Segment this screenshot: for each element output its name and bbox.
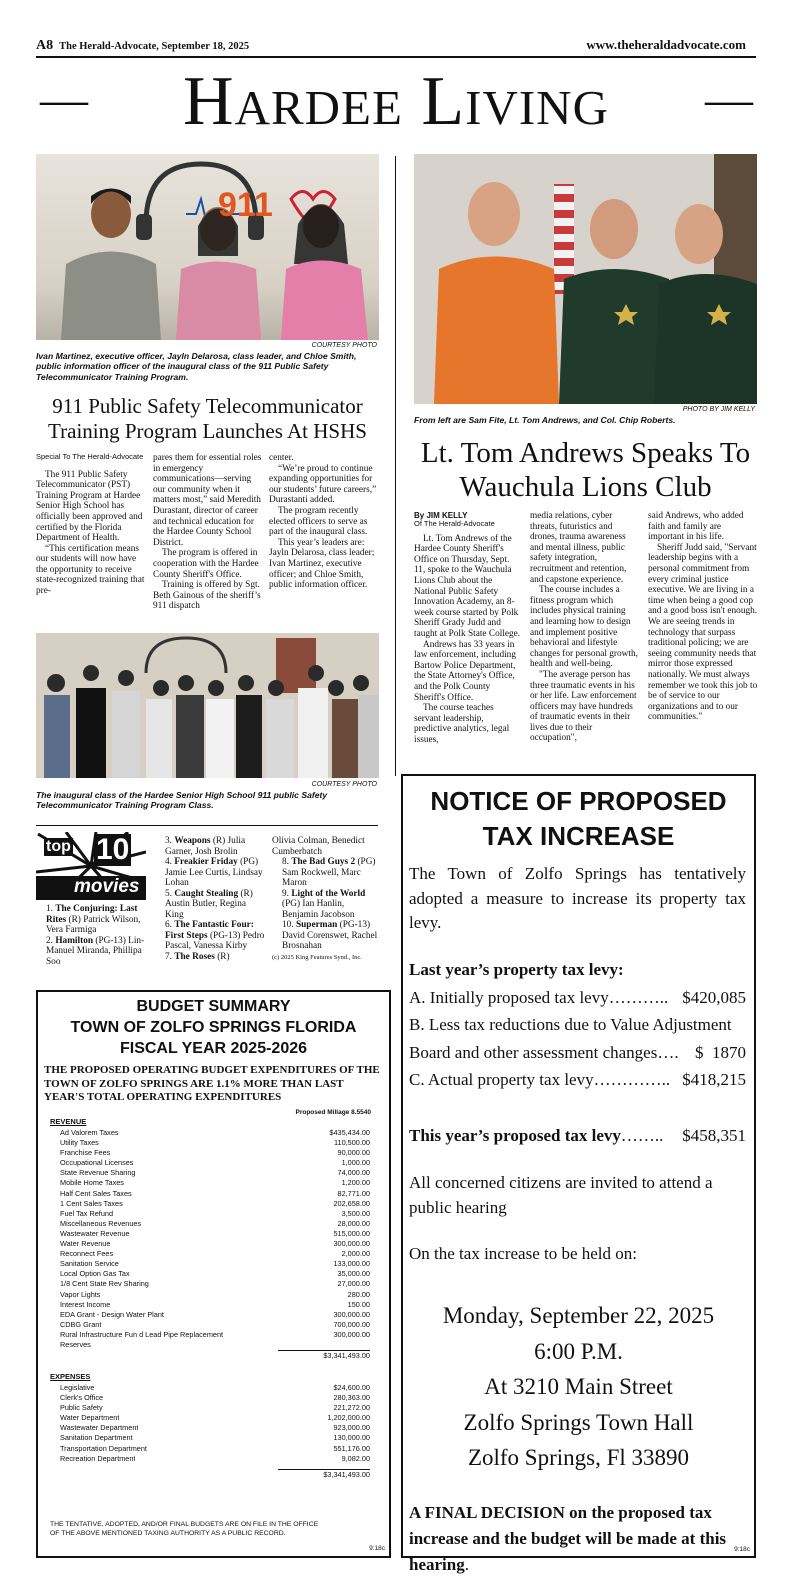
revenue-row-value: 280.00 [347,1289,370,1299]
revenue-row-value: 1,000.00 [341,1158,370,1168]
revenue-row-value: $435,434.00 [329,1128,370,1137]
revenue-row [60,1189,370,1199]
expense-row-value: 1,202,000.00 [327,1413,370,1423]
revenue-row-value: 1,200.00 [341,1178,370,1188]
paragraph: The course includes a fitness program which includes physical training and learning how to design and implement positive behavioral and lifestyle changes for personal growth, health and well-being. [530,585,638,670]
page-header [36,36,758,56]
hearing-address: At 3210 Main Street [484,1374,673,1399]
expenses-list [60,1383,370,1480]
notice-final: A FINAL DECISION on the proposed tax increase and the budget will be made at this hearing. [409,1502,727,1574]
paragraph: “This certification means our students will now have the opportunity to receive state-recognized training that pre- [36,543,145,597]
revenue-row [60,1148,370,1158]
revenue-row-value: 300,000.00 [333,1329,370,1339]
revenue-row [60,1330,370,1340]
expense-row [60,1444,370,1454]
budget-summary-box [36,990,391,1558]
story2-byline-org: Of The Herald-Advocate [414,519,495,529]
paragraph: Andrews has 33 years in law enforcement, including Bartow Police Department, the State Attorney's Office, and the Polk County Sheriff's Office. [414,639,516,703]
revenue-row-label: Reconnect Fees [60,1249,114,1259]
leader-dots [132,1189,338,1199]
photo-credit: COURTESY PHOTO [311,342,377,349]
paragraph: Training is offered by Sgt. Beth Gainous of the sheriff’s 911 dispatch [153,580,261,612]
column-divider [395,156,396,776]
paragraph: Lt. Tom Andrews of the Hardee County Sheriff's Office on Thursday, Sept. 11, spoke to the Wauchula Lions Club about the National Public Safety Innovation Academy, an 8-week course started by Polk Sheriff Grady Judd and taught at Polk State College. [414,533,521,639]
leader-dots [124,1178,342,1188]
leader-dots [94,1383,333,1393]
paragraph: pares them for essential roles in emergency communications—serving our community when it matters most,” said Meredith Durastant, director of career and technical education for the Hardee County School District. [153,453,262,548]
top10-logo-word: movies [74,876,140,897]
revenue-row [60,1128,370,1138]
revenue-row-label: Vapor Lights [60,1289,101,1299]
top10-list-col2 [155,836,266,962]
leader-dots [119,1128,330,1138]
leader-dots [164,1310,334,1320]
movie-item: 7. The Roses (R) [165,951,230,962]
movie-item: 3. Weapons (R) Julia Garner, Josh Brolin [165,836,246,857]
revenue-row-value: 27,000.00 [337,1279,370,1289]
leader-dots [130,1269,338,1279]
revenue-row-label: Franchise Fees [60,1148,111,1158]
leader-dots [91,1340,370,1350]
story2-column-2 [530,511,640,744]
leader-dots [135,1168,337,1178]
revenue-row-value: 150.00 [347,1299,370,1309]
budget-title-3: FISCAL YEAR 2025-2026 [119,1040,308,1057]
budget-title [38,996,389,1059]
expense-row-label: Legislative [60,1383,95,1392]
story2-byline: By JIM KELLY [414,511,468,520]
revenue-row-label: State Revenue Sharing [60,1168,136,1178]
leader-dots [103,1403,334,1413]
revenue-row-label: Ad Valorem Taxes [60,1128,119,1137]
expense-row-value: 221,272.00 [333,1403,370,1413]
revenue-total: $3,341,493.00 [323,1351,370,1361]
story2-column-3 [648,511,758,723]
budget-ad-code: 9:18c [369,1545,385,1552]
section-dash-left: — [40,73,88,126]
paragraph: The program is offered in cooperation with the Hardee County Sheriff's Office. [153,548,259,580]
line-c: C. Actual property tax levy………….. $418,215 [409,1070,746,1089]
revenue-row-value: 82,771.00 [337,1188,370,1198]
revenue-heading: REVENUE [50,1117,87,1126]
budget-title-2: TOWN OF ZOLFO SPRINGS FLORIDA [70,1019,357,1036]
notice-title-1: NOTICE OF PROPOSED [430,786,727,816]
leader-dots [149,1279,338,1289]
students-911-photo [36,154,379,340]
movie-item: 6. The Fantastic Four: First Steps (PG-13) Pedro Pascal, Vanessa Kirby [165,920,265,951]
paragraph: center. [269,453,294,463]
story1-byline: Special To The Herald-Advocate [36,452,144,461]
line-b2: Board and other assessment changes…. $ 1870 [409,1042,746,1062]
expense-row-label: Recreation Department [60,1453,136,1463]
revenue-row [60,1300,370,1310]
line-a: A. Initially proposed tax levy……….. $420,085 [409,987,746,1007]
notice-title-2: TAX INCREASE [482,821,675,851]
hearing-city: Zolfo Springs, Fl 33890 [467,1445,690,1470]
revenue-row [60,1199,370,1209]
hearing-details [403,1298,754,1476]
leader-dots [113,1209,342,1219]
last-year-heading: Last year’s property tax levy: [409,959,624,979]
paragraph: The program recently elected officers to serve as part of the inaugural class. [269,505,368,538]
revenue-row-label: Occupational Licenses [60,1158,134,1168]
revenue-row-label: Half Cent Sales Taxes [60,1188,132,1198]
story1-column-1 [36,453,147,597]
class-photo-illustration [36,633,379,778]
movie-item-cast-cont: Olivia Colman, Benedict Cumberbatch [272,836,365,857]
revenue-row [60,1290,370,1300]
revenue-row [60,1259,370,1269]
page-number: A8 [36,38,54,53]
revenue-row-label: Mobile Home Taxes [60,1178,124,1188]
expense-row-label: Water Department [60,1413,120,1423]
revenue-row [60,1138,370,1148]
revenue-row-value: 28,000.00 [337,1218,370,1228]
revenue-row-value: 35,000.00 [337,1269,370,1279]
class-photo-caption: The inaugural class of the Hardee Senior High School 911 public Safety Telecommunicator Training Program Class. [36,790,328,811]
leader-dots [223,1330,333,1340]
movie-item: 1. The Conjuring: Last Rites (R) Patrick Wilson, Vera Farmiga [46,904,141,935]
revenue-row [60,1310,370,1320]
revenue-row-label: 1 Cent Sales Taxes [60,1198,123,1208]
revenue-list [60,1128,370,1361]
notice-invite: All concerned citizens are invited to attend a public hearing [409,1173,713,1217]
paper-date: The Herald-Advocate, September 18, 2025 [59,41,250,52]
paragraph: "The average person has three traumatic events in his or her life. Law enforcement officers may have hundreds of traumatic events in their lives due to their occupation", [530,669,637,744]
leader-dots [130,1229,334,1239]
story2-headline: Lt. Tom Andrews Speaks To Wauchula Lions Club [420,437,751,503]
movie-item: 5. Caught Stealing (R) Austin Butler, Regina King [165,888,253,920]
revenue-row-label: Interest Income [60,1299,111,1309]
revenue-row [60,1320,370,1330]
revenue-row-value: 700,000.00 [333,1319,370,1329]
notice-on-text: On the tax increase to be held on: [409,1244,638,1263]
leader-dots [103,1393,333,1403]
expense-row-label: Sanitation Department [60,1433,133,1443]
section-title: Hardee Living [183,63,609,140]
notice-ad-code: 9:18c [734,1546,750,1553]
last-year-lines [409,984,746,1094]
line-b: B. Less tax reductions due to Value Adjustment [409,1015,732,1034]
revenue-row [60,1340,370,1350]
leader-dots [141,1219,337,1229]
top10-list-col3 [272,836,380,961]
revenue-row-label: CDBG Grant [60,1319,102,1329]
top10-logo [36,832,146,900]
leader-dots [147,1444,334,1454]
story1-column-2 [153,453,264,612]
revenue-row-value: 74,000.00 [337,1168,370,1178]
lions-photo-caption: From left are Sam Fite, Lt. Tom Andrews, and Col. Chip Roberts. [414,415,676,425]
leader-dots [138,1423,333,1433]
expense-row [60,1403,370,1413]
leader-dots [100,1290,347,1300]
revenue-row-label: Reserves [60,1339,91,1349]
budget-intro: THE PROPOSED OPERATING BUDGET EXPENDITURES OF THE TOWN OF ZOLFO SPRINGS ARE 1.1% MORE THAN LAST YEAR'S TOTAL OPERATING EXPENDITURES [44,1064,380,1103]
revenue-row-label: Miscellaneous Revenues [60,1218,142,1228]
hearing-time: 6:00 P.M. [534,1338,623,1364]
expense-row [60,1413,370,1423]
revenue-row-label: EDA Grant - Design Water Plant [60,1309,164,1319]
movie-item: 10. Superman (PG-13) David Corenswet, Rachel Brosnahan [282,920,378,951]
revenue-row [60,1229,370,1239]
expense-row-value: 551,176.00 [333,1443,370,1453]
budget-millage: Proposed Millage 8.5540 [295,1109,371,1116]
section-dash-right: — [705,73,753,126]
story1-headline: 911 Public Safety Telecommunicator Training Program Launches At HSHS [48,394,367,443]
revenue-row-value: 300,000.00 [333,1309,370,1319]
revenue-row [60,1279,370,1289]
revenue-row [60,1269,370,1279]
revenue-row-label: Fuel Tax Refund [60,1208,114,1218]
revenue-row [60,1158,370,1168]
budget-title-1: BUDGET SUMMARY [136,998,291,1015]
expense-row-label: Clerk's Office [60,1393,104,1403]
notice-intro: The Town of Zolfo Springs has tentatively adopted a measure to increase its property tax levy. [409,864,746,932]
photo-sign-911: 911 [218,186,273,224]
expense-row [60,1433,370,1443]
revenue-row-value: 133,000.00 [333,1259,370,1269]
revenue-row-label: 1/8 Cent State Rev Sharing [60,1279,149,1289]
header-rule [36,56,756,58]
paragraph: The 911 Public Safety Telecommunicator (PST) Training Program at Hardee Senior High School has officially been approved and certified by the Florida Department of Health. [36,469,143,544]
expense-row [60,1393,370,1403]
expenses-heading: EXPENSES [50,1372,91,1381]
top10-copyright: (c) 2025 King Features Synd., Inc. [272,953,362,961]
site-url[interactable]: www.theheraldadvocate.com [586,37,746,52]
revenue-row-value: 2,000.00 [341,1249,370,1259]
lions-photo-credit: PHOTO BY JIM KELLY [682,406,755,413]
top10-logo-top: top [46,838,71,855]
top10-logo-num: 10 [96,833,130,866]
revenue-row-label: Wastewater Revenue [60,1228,130,1238]
leader-dots [133,1433,334,1443]
expense-row-value: 923,000.00 [333,1423,370,1433]
revenue-row-label: Sanitation Service [60,1259,119,1269]
expense-row-label: Wastewater Department [60,1423,139,1433]
revenue-row-label: Utility Taxes [60,1138,99,1148]
movie-item: 2. Hamilton (PG-13) Lin-Manuel Miranda, Phillipa Soo [46,935,145,967]
revenue-row-label: Rural Infrastructure Fun d Lead Pipe Replacement [60,1329,224,1339]
leader-dots [110,1148,337,1158]
revenue-row [60,1178,370,1188]
revenue-row [60,1219,370,1229]
revenue-row-value: 515,000.00 [333,1228,370,1238]
leader-dots [123,1199,334,1209]
leader-dots [99,1138,334,1148]
expense-row-value: 280,363.00 [333,1393,370,1403]
expense-row [60,1423,370,1433]
paragraph: Sheriff Judd said, "Servant leadership begins with a personal commitment from every criminal justice executive. We are living in a time when being a good cop and a good boss isn't enough. We are seeing trends in technology that surpass traditional policing; we are seeing community needs that mirror those expressed nationally. We must always remember we took this job to be of service to our organizations and to our communities." [648,542,758,723]
expense-row-value: 130,000.00 [333,1433,370,1443]
revenue-row-value: 3,500.00 [341,1208,370,1218]
leader-dots [110,1239,333,1249]
revenue-row-label: Water Revenue [60,1239,111,1249]
revenue-row-value: 110,500.00 [334,1138,370,1148]
expense-row [60,1383,370,1393]
leader-dots [119,1413,327,1423]
budget-footer: THE TENTATIVE, ADOPTED, AND/OR FINAL BUDGETS ARE ON FILE IN THE OFFICE OF THE ABOVE MENTIONED TAXING AUTHORITY AS A PUBLIC RECORD. [50,1521,319,1537]
this-year-levy: This year’s proposed tax levy…….. $458,351 [409,1125,746,1145]
top10-rule [36,825,378,826]
leader-dots [113,1249,341,1259]
expense-row [60,1454,370,1464]
paragraph: The course teaches servant leadership, predictive analytics, legal issues, [414,703,510,745]
revenue-row [60,1239,370,1249]
tax-notice-box [401,774,756,1574]
revenue-row-value: 90,000.00 [337,1148,370,1158]
leader-dots [101,1320,333,1330]
lions-photo-illustration [414,154,757,404]
leader-dots [135,1454,341,1464]
revenue-row [60,1249,370,1259]
photo-caption: Ivan Martinez, executive officer, Jayln Delarosa, class leader, and Chloe Smith, public information officer of the inaugural class of the 911 Public Safety Telecommunicator Training Program. [36,351,357,382]
class-group-photo [36,633,379,778]
expense-row-label: Transportation Department [60,1443,147,1453]
photo-illustration [36,154,379,340]
leader-dots [133,1158,341,1168]
story2-column-1 [414,511,522,746]
revenue-row-label: Local Option Gas Tax [60,1269,130,1279]
class-photo-credit: COURTESY PHOTO [311,781,377,788]
story1-column-3 [269,453,380,591]
paragraph: This year’s leaders are: Jayln Delarosa, class leader; Ivan Martinez, executive officer; and Chloe Smith, public information officer. [269,537,375,591]
hearing-venue: Zolfo Springs Town Hall [463,1409,694,1435]
expense-row-label: Public Safety [60,1403,103,1413]
paragraph: “We’re proud to continue expanding opportunities for our students’ future careers,” Durastanti added. [269,463,377,506]
movie-item: 4. Freakier Friday (PG) Jamie Lee Curtis, Lindsay Lohan [165,857,263,888]
paragraph: said Andrews, who added faith and family are important in his life. [648,511,744,543]
paragraph: media relations, cyber threats, futuristics and drones, trauma awareness and mental illness, public safety integration, recruitment and retention, and capstone experience. [530,511,627,585]
movie-item: 9. Light of the World (PG) Ian Hanlin, Benjamin Jacobson [282,888,366,920]
revenue-row-value: 300,000.00 [333,1239,370,1249]
hearing-date: Monday, September 22, 2025 [442,1303,715,1328]
expense-total: $3,341,493.00 [323,1469,370,1479]
leader-dots [110,1300,347,1310]
revenue-row [60,1209,370,1219]
notice-title [403,784,754,854]
top10-list-col1 [36,904,148,967]
revenue-row-value: 202,658.00 [333,1198,370,1208]
revenue-row [60,1168,370,1178]
leader-dots [119,1259,334,1269]
expense-row-value: $24,600.00 [333,1383,370,1392]
movie-item: 8. The Bad Guys 2 (PG) Sam Rockwell, Marc Maron [282,857,376,888]
expense-row-value: 9,082.00 [341,1453,370,1463]
lions-club-photo [414,154,757,404]
